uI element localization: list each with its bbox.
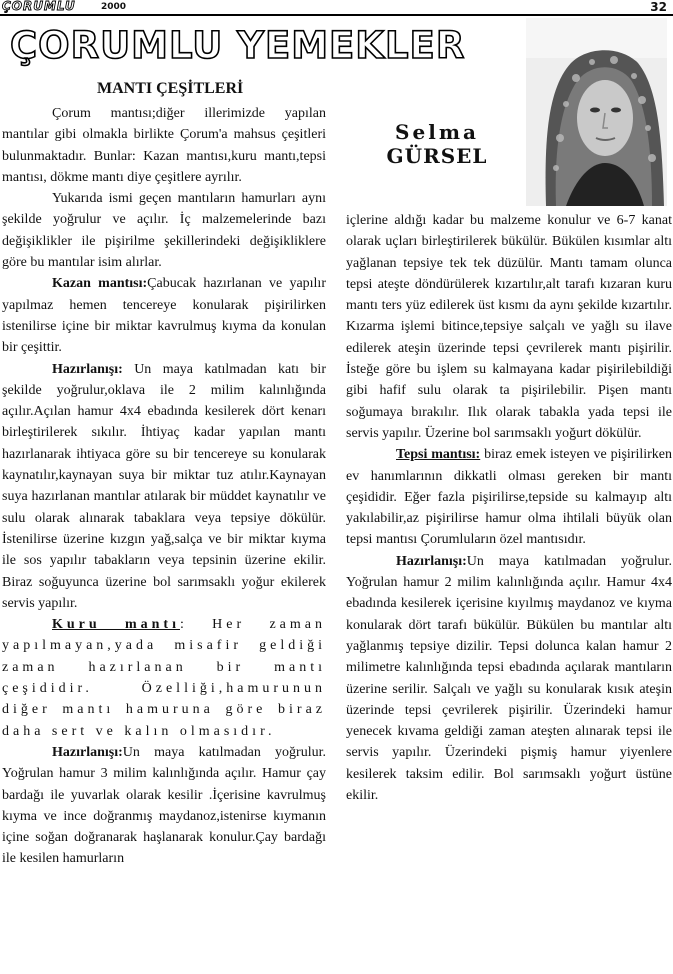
section-text-hazirlanisi-1: Un maya katılmadan katı bir şekilde yoğrulur,oklava ile 2 milim kalınlığında açılır.Açılan hamur 4x4 ebadında kesilerek dört kenarı birleştirilerek sıkılır. İhtiyaç kadar yapılan mantı hazırlanarak ihtiyaca göre su bir tencereye su konularak kaynatılır,kaynayan suya bir miktar tuz atılır.Kaynayan suya hazırlanan mantılar atılarak bir müddet kaynatılır ve sulu olarak alınarak tabaklara veya tepsiye dökülür. İstenilirse üzerine kızgın yağ,salça ve bir miktar kıyma ile sos yapılır tabakların veya tepsinin üzerine ekilir. Biraz soğuyunca üzerine bol sarımsaklı yoğur ekilerek servis yapılır. bbox=[2, 361, 326, 611]
section-label-tepsi: Tepsi mantısı: bbox=[396, 447, 481, 463]
section-label-hazirlanisi-1: Hazırlanışı: bbox=[52, 361, 123, 377]
author-photo bbox=[526, 18, 667, 206]
article-title: ÇORUMLU YEMEKLER bbox=[10, 24, 466, 67]
magazine-name: ÇORUMLU bbox=[2, 0, 76, 13]
author-portrait-image bbox=[526, 18, 667, 206]
paragraph-tepsi bbox=[346, 444, 672, 550]
paragraph-hazirlanisi-2 bbox=[2, 742, 326, 870]
section-label-kuru: Kuru mantı bbox=[52, 617, 180, 633]
paragraph-intro: Çorum mantısı;diğer illerimizde yapılan mantılar gibi olmakla birlikte Çorum'a mahsus çeşitleri bulunmaktadır. Bunlar: Kazan mantısı,kuru mantı,tepsi mantısı, dökme mantı diye çeşitlere ayrılır. bbox=[2, 106, 326, 185]
article-column-left bbox=[2, 103, 326, 870]
article-subtitle: MANTI ÇEŞİTLERİ bbox=[97, 80, 244, 97]
section-label-kazan: Kazan mantısı: bbox=[52, 276, 148, 292]
section-text-hazirlanisi-3: Un maya katılmadan yoğrulur. Yoğrulan hamur 2 milim kalınlığında açılır. Hamur 4x4 ebadında kesilerek içerisine kıyılmış maydanoz ve kıyma konularak dört tarafı bükülür. Bükülen bu mantılar altı yağlanmış tepsiye dizilir. Tepsi dolunca kalan hamur 2 milimetre kalınlığında tepsi ebadında açılarak mantıların üzerine serilir. Salçalı ve yağlı su konularak kısık ateşin üzerinde tepsi çevrilerek pişirilir. Üzerindeki hamur yenecek kıvama geldiği zaman ateşten alınarak tepsi ile servis yapılır. Üzerindeki pişmiş hamur yiyenlere kesilerek taksim edilir. Bol sarımsaklı yoğurt üstüne ekilir. bbox=[346, 553, 672, 804]
section-text-hazirlanisi-2: Un maya katılmadan yoğrulur. Yoğrulan hamur 3 milim kalınlığında açılır. Hamur çay bardağı ile yuvarlak olarak kesilir .İçerisine kavrulmuş kıyma ve ince doğranmış maydanoz,istenirse kıymanın içine soğan doğranarak haşlanarak konulur.Çay bardağı ile kesilen hamurların bbox=[2, 744, 326, 867]
author-last-name: GÜRSEL bbox=[386, 144, 488, 168]
section-text-kazan: Çabucak hazırlanan ve yapılır yapılmaz hemen tencereye konularak pişirilirken istenilirse içine bir miktar kavrulmuş kıyma da konulan bir çeşittir. bbox=[2, 276, 326, 356]
section-text-kuru: : Her zaman yapılmayan,yada misafir geldiği zaman hazırlanan bir mantı çeşididir. Özelliği,hamurunun diğer mantı hamuruna göre biraz daha sert ve kalın olmasıdır. bbox=[2, 617, 326, 739]
section-text-tepsi: biraz emek isteyen ve pişirilirken ev hanımlarının dikkatli olması gereken bir mantı çeşididir. Eğer fazla pişirilirse,tepside su kalmayıp altı yakılabilir,az pişirilirse hamur olma ihtilali büyük olan tepsi mantısı Çorumluların özel mantısıdır. bbox=[346, 447, 673, 548]
paragraph-kuru bbox=[2, 614, 326, 742]
page-header bbox=[0, 0, 673, 16]
section-label-hazirlanisi-2: Hazırlanışı: bbox=[52, 744, 123, 760]
paragraph-hazirlanisi-1 bbox=[2, 359, 326, 615]
header-rule bbox=[0, 14, 673, 16]
author-first-name: Selma bbox=[395, 120, 479, 144]
page-number: 32 bbox=[650, 0, 667, 14]
article-column-right bbox=[346, 210, 672, 806]
author-byline bbox=[352, 120, 522, 168]
paragraph-continued: içlerine aldığı kadar bu malzeme konulur ve 6-7 kanat olarak uçları birleştirilerek bükülür. Bükülen kısımlar altı yağlanan tepsiye tek tek düzülür. Mantı tamam olunca tepsi ateşte döndürülerek kızartılır,alt tarafı kızaran kuru mantı ters yüz edilerek üst kısmı da aynı şekilde kızartılır. Kızarma işlemi bitince,tepsiye salçalı ve yağlı su ilave edilerek ateşin üzerinde tepsi çevrilerek mantı pişirilir. İsteğe göre bu işlem su kalmayana kadar pişirilebildiği gibi hafif sulu olarak ta pişirilebilir. Pişen mantı soğumaya bırakılır. Ilık olarak tabakla yada tepsi ile servis yapılır. Üzerine bol sarımsaklı yoğurt dökülür. bbox=[346, 213, 672, 441]
paragraph-hazirlanisi-3 bbox=[346, 551, 672, 807]
section-label-hazirlanisi-3: Hazırlanışı: bbox=[396, 553, 467, 569]
paragraph-kazan bbox=[2, 273, 326, 358]
issue-year: 2000 bbox=[101, 2, 127, 12]
paragraph-intro-2: Yukarıda ismi geçen mantıların hamurları aynı şekilde yoğrulur ve açılır. İç malzemelerinde bazı değişiklikler ile pişirilme şekillerindeki değişikliklere göre bu mantılar isim alırlar. bbox=[2, 191, 326, 271]
